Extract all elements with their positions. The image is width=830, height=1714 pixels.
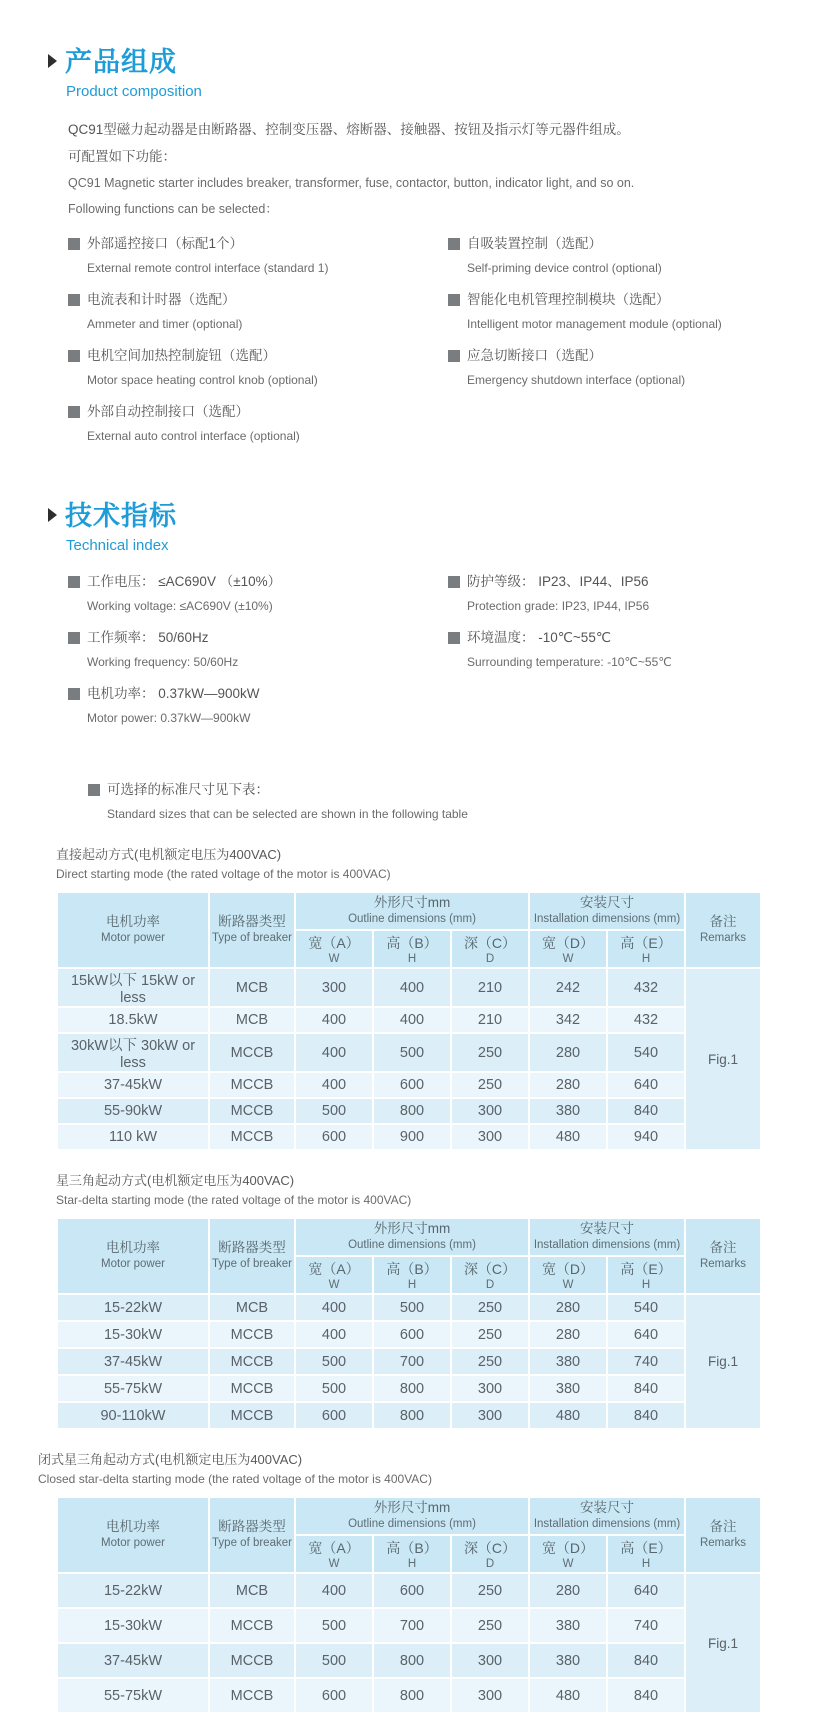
col-breaker-type: 断路器类型 Type of breaker bbox=[210, 1498, 294, 1572]
cell: 840 bbox=[608, 1644, 684, 1677]
cell: 600 bbox=[296, 1125, 372, 1149]
col-sub-D: 深（C） D bbox=[452, 931, 528, 967]
col-sub-H: 高（B） H bbox=[374, 1536, 450, 1572]
cell: 37-45kW bbox=[58, 1644, 208, 1677]
cell: 840 bbox=[608, 1099, 684, 1123]
cell: 280 bbox=[530, 1295, 606, 1320]
cell: 700 bbox=[374, 1609, 450, 1642]
feature-label-cn: 电流表和计时器（选配） bbox=[87, 292, 236, 307]
cell: 640 bbox=[608, 1073, 684, 1097]
cell: 400 bbox=[296, 1295, 372, 1320]
cell: 300 bbox=[452, 1099, 528, 1123]
cell: 380 bbox=[530, 1376, 606, 1401]
cell: 400 bbox=[296, 1008, 372, 1032]
cell: 600 bbox=[296, 1403, 372, 1428]
cell: 37-45kW bbox=[58, 1349, 208, 1374]
table3-caption-cn: 闭式星三角起动方式(电机额定电压为400VAC) bbox=[38, 1452, 303, 1467]
spec-label-cn: 防护等级： IP23、IP44、IP56 bbox=[467, 574, 649, 589]
cell: 380 bbox=[530, 1099, 606, 1123]
cell: 380 bbox=[530, 1644, 606, 1677]
intro-para-en-1: QC91 Magnetic starter includes breaker, transformer, fuse, contactor, button, indicator light, and so on. bbox=[68, 176, 635, 190]
cell: 18.5kW bbox=[58, 1008, 208, 1032]
table-row bbox=[58, 1125, 760, 1149]
cell: 500 bbox=[296, 1609, 372, 1642]
cell: 840 bbox=[608, 1376, 684, 1401]
col-motor-power: 电机功率 Motor power bbox=[58, 893, 208, 967]
table-row bbox=[58, 1008, 760, 1032]
col-sub-D: 深（C） D bbox=[452, 1536, 528, 1572]
cell: 15-30kW bbox=[58, 1609, 208, 1642]
feature-item bbox=[448, 344, 788, 391]
direct-starting-table bbox=[56, 891, 790, 1151]
cell: MCB bbox=[210, 969, 294, 1006]
cell: 400 bbox=[374, 1008, 450, 1032]
cell: 500 bbox=[296, 1376, 372, 1401]
cell: MCCB bbox=[210, 1644, 294, 1677]
spec-column-left bbox=[68, 570, 448, 738]
cell: 250 bbox=[452, 1073, 528, 1097]
bullet-square-icon bbox=[448, 632, 460, 644]
cell: 540 bbox=[608, 1034, 684, 1071]
col-breaker-type: 断路器类型 Type of breaker bbox=[210, 893, 294, 967]
cell: 210 bbox=[452, 969, 528, 1006]
feature-label-en: External remote control interface (standard 1) bbox=[87, 261, 329, 275]
feature-label-en: Ammeter and timer (optional) bbox=[87, 317, 243, 331]
col-installation-dimensions: 安装尺寸 Installation dimensions (mm) bbox=[530, 893, 684, 929]
cell: 15-22kW bbox=[58, 1295, 208, 1320]
note-cn: 可选择的标准尺寸见下表： bbox=[107, 782, 269, 797]
cell: 250 bbox=[452, 1609, 528, 1642]
cell: 55-75kW bbox=[58, 1679, 208, 1712]
table-row bbox=[58, 1574, 760, 1607]
cell: MCB bbox=[210, 1008, 294, 1032]
remark-cell: Fig.1 bbox=[686, 1574, 760, 1712]
feature-item bbox=[448, 232, 788, 279]
table-row bbox=[58, 1376, 760, 1401]
bullet-square-icon bbox=[88, 784, 100, 796]
table1-caption-en: Direct starting mode (the rated voltage of the motor is 400VAC) bbox=[56, 867, 391, 881]
table-row bbox=[58, 1099, 760, 1123]
col-sub-H: 高（E） H bbox=[608, 1257, 684, 1293]
cell: 600 bbox=[374, 1574, 450, 1607]
cell: 640 bbox=[608, 1322, 684, 1347]
feature-label-cn: 外部遥控接口（标配1个） bbox=[87, 236, 244, 251]
col-installation-dimensions: 安装尺寸 Installation dimensions (mm) bbox=[530, 1219, 684, 1255]
cell: 840 bbox=[608, 1403, 684, 1428]
spec-item bbox=[68, 626, 448, 673]
cell: MCCB bbox=[210, 1609, 294, 1642]
cell: 600 bbox=[374, 1073, 450, 1097]
closed-star-delta-table bbox=[56, 1496, 790, 1714]
table1-caption bbox=[56, 845, 790, 884]
remark-cell: Fig.1 bbox=[686, 969, 760, 1149]
feature-label-cn: 自吸装置控制（选配） bbox=[467, 236, 602, 251]
cell: 15-30kW bbox=[58, 1322, 208, 1347]
spec-label-en: Working voltage: ≤AC690V (±10%) bbox=[87, 599, 273, 613]
bullet-square-icon bbox=[448, 350, 460, 362]
cell: 15-22kW bbox=[58, 1574, 208, 1607]
col-breaker-type: 断路器类型 Type of breaker bbox=[210, 1219, 294, 1293]
cell: 400 bbox=[296, 1073, 372, 1097]
bullet-square-icon bbox=[448, 576, 460, 588]
cell: MCCB bbox=[210, 1125, 294, 1149]
feature-item bbox=[448, 288, 788, 335]
table1-caption-cn: 直接起动方式(电机额定电压为400VAC) bbox=[56, 847, 282, 862]
cell: MCB bbox=[210, 1295, 294, 1320]
table2-caption-en: Star-delta starting mode (the rated voltage of the motor is 400VAC) bbox=[56, 1193, 412, 1207]
cell: 400 bbox=[296, 1574, 372, 1607]
bullet-square-icon bbox=[68, 576, 80, 588]
cell: 500 bbox=[296, 1349, 372, 1374]
spec-label-cn: 工作电压： ≤AC690V （±10%） bbox=[87, 574, 282, 589]
triangle-bullet-icon bbox=[48, 508, 57, 522]
cell: 740 bbox=[608, 1349, 684, 1374]
feature-label-en: Emergency shutdown interface (optional) bbox=[467, 373, 686, 387]
col-remarks: 备注 Remarks bbox=[686, 893, 760, 967]
bullet-square-icon bbox=[68, 688, 80, 700]
bullet-square-icon bbox=[68, 632, 80, 644]
bullet-square-icon bbox=[68, 238, 80, 250]
section-heading bbox=[48, 40, 790, 79]
cell: 250 bbox=[452, 1574, 528, 1607]
cell: 37-45kW bbox=[58, 1073, 208, 1097]
cell: 600 bbox=[296, 1679, 372, 1712]
table3-caption bbox=[38, 1450, 790, 1489]
section-title-en: Technical index bbox=[66, 537, 169, 554]
col-sub-H: 高（B） H bbox=[374, 931, 450, 967]
table-row bbox=[58, 1322, 760, 1347]
cell: 400 bbox=[296, 1034, 372, 1071]
section-title-cn: 技术指标 bbox=[65, 501, 177, 531]
table-row bbox=[58, 1295, 760, 1320]
spec-item bbox=[448, 626, 788, 673]
cell: MCB bbox=[210, 1574, 294, 1607]
cell: 432 bbox=[608, 969, 684, 1006]
cell: 480 bbox=[530, 1679, 606, 1712]
table3-caption-en: Closed star-delta starting mode (the rated voltage of the motor is 400VAC) bbox=[38, 1472, 432, 1486]
cell: 480 bbox=[530, 1403, 606, 1428]
cell: 55-90kW bbox=[58, 1099, 208, 1123]
spec-label-en: Working frequency: 50/60Hz bbox=[87, 655, 239, 669]
col-installation-dimensions: 安装尺寸 Installation dimensions (mm) bbox=[530, 1498, 684, 1534]
cell: 540 bbox=[608, 1295, 684, 1320]
feature-label-cn: 外部自动控制接口（选配） bbox=[87, 404, 249, 419]
cell: 250 bbox=[452, 1295, 528, 1320]
cell: 300 bbox=[452, 1644, 528, 1677]
cell: 90-110kW bbox=[58, 1403, 208, 1428]
cell: 740 bbox=[608, 1609, 684, 1642]
cell: MCCB bbox=[210, 1099, 294, 1123]
feature-label-cn: 应急切断接口（选配） bbox=[467, 348, 602, 363]
spec-list bbox=[68, 570, 790, 738]
feature-list bbox=[68, 232, 790, 456]
cell: 840 bbox=[608, 1679, 684, 1712]
section-title-cn: 产品组成 bbox=[65, 47, 177, 77]
section-title-en: Product composition bbox=[66, 83, 202, 100]
feature-item bbox=[68, 400, 448, 447]
table-row bbox=[58, 1349, 760, 1374]
intro-para-cn-1: QC91型磁力起动器是由断路器、控制变压器、熔断器、接触器、按钮及指示灯等元器件组成。 bbox=[68, 122, 630, 137]
feature-label-en: Intelligent motor management module (optional) bbox=[467, 317, 722, 331]
feature-label-en: Self-priming device control (optional) bbox=[467, 261, 662, 275]
cell: 500 bbox=[374, 1034, 450, 1071]
bullet-square-icon bbox=[68, 294, 80, 306]
col-motor-power: 电机功率 Motor power bbox=[58, 1219, 208, 1293]
table-row bbox=[58, 1644, 760, 1677]
col-remarks: 备注 Remarks bbox=[686, 1219, 760, 1293]
feature-item bbox=[68, 288, 448, 335]
col-sub-W: 宽（A） W bbox=[296, 1257, 372, 1293]
feature-label-cn: 电机空间加热控制旋钮（选配） bbox=[87, 348, 276, 363]
table-row bbox=[58, 1073, 760, 1097]
cell: MCCB bbox=[210, 1376, 294, 1401]
col-sub-W: 宽（D） W bbox=[530, 1257, 606, 1293]
cell: MCCB bbox=[210, 1403, 294, 1428]
intro-paragraphs bbox=[68, 116, 790, 222]
feature-label-en: Motor space heating control knob (optional) bbox=[87, 373, 318, 387]
feature-label-cn: 智能化电机管理控制模块（选配） bbox=[467, 292, 670, 307]
bullet-square-icon bbox=[448, 238, 460, 250]
intro-para-en-2: Following functions can be selected： bbox=[68, 202, 278, 216]
cell: 342 bbox=[530, 1008, 606, 1032]
section-technical-index bbox=[48, 494, 790, 738]
spec-item bbox=[448, 570, 788, 617]
triangle-bullet-icon bbox=[48, 54, 57, 68]
cell: 300 bbox=[452, 1376, 528, 1401]
col-outline-dimensions: 外形尺寸mm Outline dimensions (mm) bbox=[296, 1498, 528, 1534]
table-row bbox=[58, 1679, 760, 1712]
section-heading bbox=[48, 494, 790, 533]
spec-item bbox=[68, 682, 448, 729]
cell: 800 bbox=[374, 1644, 450, 1677]
cell: 280 bbox=[530, 1322, 606, 1347]
cell: 600 bbox=[374, 1322, 450, 1347]
col-sub-H: 高（E） H bbox=[608, 1536, 684, 1572]
spec-label-cn: 环境温度： -10℃~55℃ bbox=[467, 630, 611, 645]
cell: 500 bbox=[296, 1099, 372, 1123]
col-sub-W: 宽（D） W bbox=[530, 931, 606, 967]
cell: 940 bbox=[608, 1125, 684, 1149]
col-sub-W: 宽（A） W bbox=[296, 931, 372, 967]
intro-para-cn-2: 可配置如下功能： bbox=[68, 149, 176, 164]
cell: MCCB bbox=[210, 1034, 294, 1071]
cell: 30kW以下 30kW or less bbox=[58, 1034, 208, 1071]
cell: 55-75kW bbox=[58, 1376, 208, 1401]
cell: 800 bbox=[374, 1099, 450, 1123]
cell: 500 bbox=[374, 1295, 450, 1320]
table2-caption bbox=[56, 1171, 790, 1210]
cell: 250 bbox=[452, 1349, 528, 1374]
cell: 800 bbox=[374, 1679, 450, 1712]
col-sub-W: 宽（D） W bbox=[530, 1536, 606, 1572]
note-en: Standard sizes that can be selected are shown in the following table bbox=[107, 807, 468, 821]
feature-label-en: External auto control interface (optional) bbox=[87, 429, 300, 443]
cell: 900 bbox=[374, 1125, 450, 1149]
cell: 500 bbox=[296, 1644, 372, 1677]
cell: 700 bbox=[374, 1349, 450, 1374]
col-sub-H: 高（B） H bbox=[374, 1257, 450, 1293]
cell: 380 bbox=[530, 1349, 606, 1374]
section-product-composition bbox=[48, 40, 790, 456]
cell: MCCB bbox=[210, 1679, 294, 1712]
cell: MCCB bbox=[210, 1073, 294, 1097]
cell: 210 bbox=[452, 1008, 528, 1032]
col-sub-D: 深（C） D bbox=[452, 1257, 528, 1293]
cell: 242 bbox=[530, 969, 606, 1006]
cell: 400 bbox=[296, 1322, 372, 1347]
col-sub-W: 宽（A） W bbox=[296, 1536, 372, 1572]
feature-column-right bbox=[448, 232, 788, 456]
remark-cell: Fig.1 bbox=[686, 1295, 760, 1428]
standard-sizes-note bbox=[88, 778, 790, 825]
cell: 800 bbox=[374, 1376, 450, 1401]
cell: 110 kW bbox=[58, 1125, 208, 1149]
spec-item bbox=[68, 570, 448, 617]
col-remarks: 备注 Remarks bbox=[686, 1498, 760, 1572]
cell: 300 bbox=[452, 1679, 528, 1712]
spec-label-cn: 工作频率： 50/60Hz bbox=[87, 630, 209, 645]
col-sub-H: 高（E） H bbox=[608, 931, 684, 967]
cell: 480 bbox=[530, 1125, 606, 1149]
cell: 280 bbox=[530, 1034, 606, 1071]
feature-item bbox=[68, 344, 448, 391]
col-outline-dimensions: 外形尺寸mm Outline dimensions (mm) bbox=[296, 893, 528, 929]
cell: 250 bbox=[452, 1322, 528, 1347]
cell: 300 bbox=[296, 969, 372, 1006]
cell: MCCB bbox=[210, 1322, 294, 1347]
cell: 15kW以下 15kW or less bbox=[58, 969, 208, 1006]
spec-label-en: Surrounding temperature: -10℃~55℃ bbox=[467, 655, 672, 669]
bullet-square-icon bbox=[68, 350, 80, 362]
star-delta-table bbox=[56, 1217, 790, 1430]
col-outline-dimensions: 外形尺寸mm Outline dimensions (mm) bbox=[296, 1219, 528, 1255]
table-row bbox=[58, 1034, 760, 1071]
feature-column-left bbox=[68, 232, 448, 456]
cell: 300 bbox=[452, 1125, 528, 1149]
cell: MCCB bbox=[210, 1349, 294, 1374]
bullet-square-icon bbox=[68, 406, 80, 418]
spec-label-cn: 电机功率： 0.37kW—900kW bbox=[87, 686, 260, 701]
table2-caption-cn: 星三角起动方式(电机额定电压为400VAC) bbox=[56, 1173, 295, 1188]
cell: 640 bbox=[608, 1574, 684, 1607]
cell: 380 bbox=[530, 1609, 606, 1642]
table-row bbox=[58, 1403, 760, 1428]
feature-item bbox=[68, 232, 448, 279]
cell: 280 bbox=[530, 1574, 606, 1607]
spec-label-en: Motor power: 0.37kW—900kW bbox=[87, 711, 251, 725]
spec-column-right bbox=[448, 570, 788, 738]
cell: 250 bbox=[452, 1034, 528, 1071]
cell: 300 bbox=[452, 1403, 528, 1428]
table-row bbox=[58, 1609, 760, 1642]
bullet-square-icon bbox=[448, 294, 460, 306]
cell: 400 bbox=[374, 969, 450, 1006]
cell: 432 bbox=[608, 1008, 684, 1032]
cell: 280 bbox=[530, 1073, 606, 1097]
col-motor-power: 电机功率 Motor power bbox=[58, 1498, 208, 1572]
spec-label-en: Protection grade: IP23, IP44, IP56 bbox=[467, 599, 650, 613]
table-row bbox=[58, 969, 760, 1006]
cell: 800 bbox=[374, 1403, 450, 1428]
